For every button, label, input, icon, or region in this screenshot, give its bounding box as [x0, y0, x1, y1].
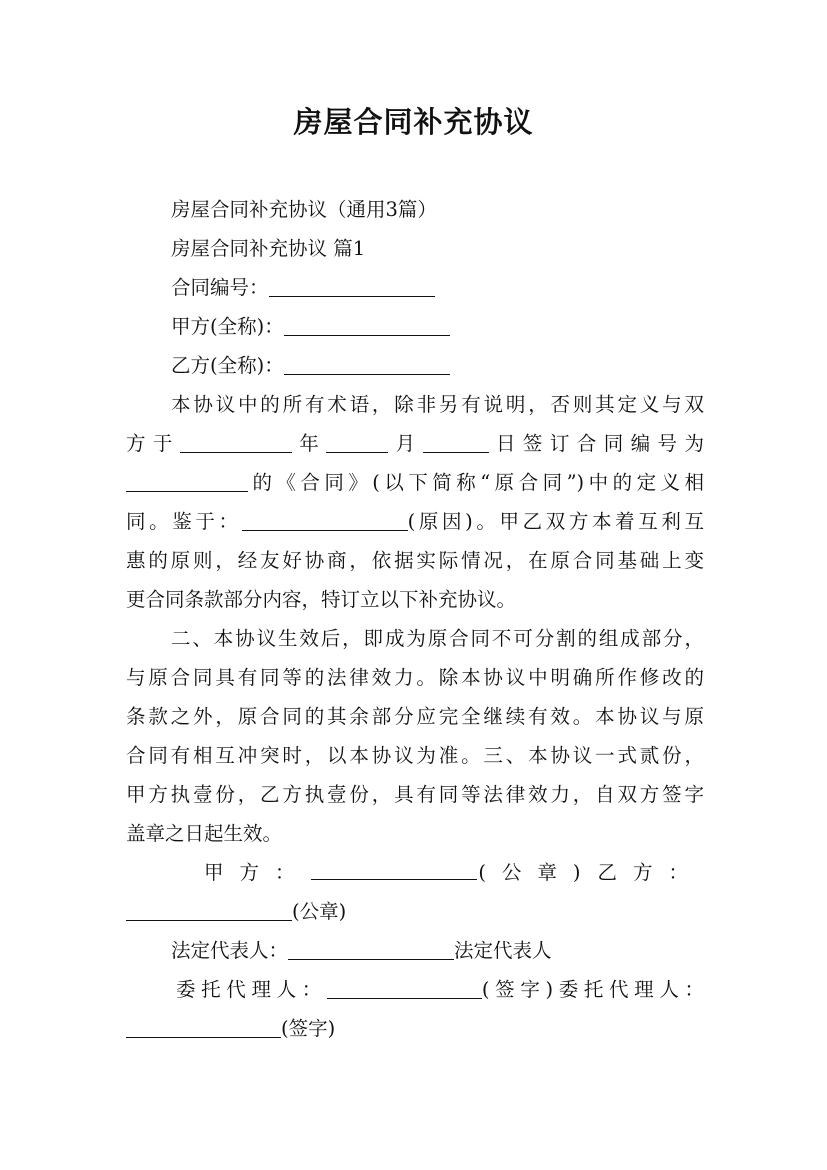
party-a-line	[126, 307, 704, 346]
section-heading: 房屋合同补充协议 篇1	[171, 237, 366, 260]
party-a-label: 甲方(全称)：	[171, 315, 284, 338]
para1-line4-b: (原因)。甲乙双方本着互利互	[407, 510, 704, 533]
para2-line6: 盖章之日起生效。	[126, 822, 283, 845]
agent-a-sign: (签字)	[481, 978, 554, 1001]
signature-party-line	[126, 853, 704, 892]
document-title: 房屋合同补充协议	[293, 105, 534, 139]
agent-b-sign: (签字)	[281, 1017, 336, 1040]
para2-line4: 合同有相互冲突时，以本协议为准。三、本协议一式贰份，	[126, 744, 704, 767]
legal-rep-a-label: 法定代表人：	[171, 939, 289, 962]
contract-number-blank	[126, 465, 248, 492]
party-b-line	[126, 346, 704, 385]
contract-no-blank	[269, 270, 435, 297]
para1-line2-a: 方于	[126, 432, 180, 455]
para1-line3	[126, 463, 704, 502]
para1-line5: 惠的原则，经友好协商，依据实际情况，在原合同基础上变	[126, 549, 704, 572]
subtitle: 房屋合同补充协议（通用3篇）	[171, 198, 437, 221]
para2-line1: 二、本协议生效后，即成为原合同不可分割的组成部分，	[171, 627, 704, 650]
para1-line3-b: 的《合同》(以下简称“原合同”)中的定义相	[248, 471, 704, 494]
party-a-seal-blank	[311, 853, 477, 880]
party-b-seal: (公章)	[292, 900, 347, 923]
para1-line4-a: 同。鉴于：	[126, 510, 242, 533]
agent-b-label: 委托代理人：	[553, 978, 704, 1001]
contract-no-line	[126, 268, 704, 307]
signature-party-b-line	[126, 892, 704, 931]
date-month-blank	[326, 426, 388, 453]
para2-line2: 与原合同具有同等的法律效力。除本协议中明确所作修改的	[126, 666, 704, 689]
party-a-seal: (公章)	[478, 861, 597, 884]
para1-line2	[126, 424, 704, 463]
date-day-blank	[423, 426, 489, 453]
para2-line5: 甲方执壹份，乙方执壹份，具有同等法律效力，自双方签字	[126, 783, 704, 806]
legal-rep-b-label: 法定代表人	[454, 939, 552, 962]
party-b-sign-label: 乙方：	[597, 861, 704, 884]
para2-line3: 条款之外，原合同的其余部分应完全继续有效。本协议与原	[126, 705, 704, 728]
legal-rep-blank	[288, 933, 454, 960]
date-year-blank	[180, 426, 292, 453]
reason-blank	[242, 504, 408, 531]
document-body	[126, 190, 704, 1048]
party-b-seal-blank	[126, 894, 292, 921]
agent-b-blank	[126, 1011, 281, 1038]
para1-line4	[126, 502, 704, 541]
party-a-sign-label: 甲方：	[204, 861, 311, 884]
agent-a-label: 委托代理人：	[176, 978, 327, 1001]
party-b-label: 乙方(全称)：	[171, 354, 284, 377]
contract-no-label: 合同编号：	[171, 276, 269, 299]
agent-b-line	[126, 1009, 704, 1048]
para1-line2-d: 日签订合同编号为	[488, 432, 704, 455]
party-a-blank	[284, 309, 450, 336]
agent-line	[126, 970, 704, 1009]
agent-a-blank	[327, 972, 482, 999]
para1-line2-b: 年	[291, 432, 327, 455]
party-b-blank	[284, 348, 450, 375]
para1-line2-c: 月	[388, 432, 423, 455]
para1-line6: 更合同条款部分内容，特订立以下补充协议。	[126, 588, 517, 611]
para1-line1: 本协议中的所有术语，除非另有说明，否则其定义与双	[171, 393, 704, 416]
legal-rep-line	[126, 931, 704, 970]
